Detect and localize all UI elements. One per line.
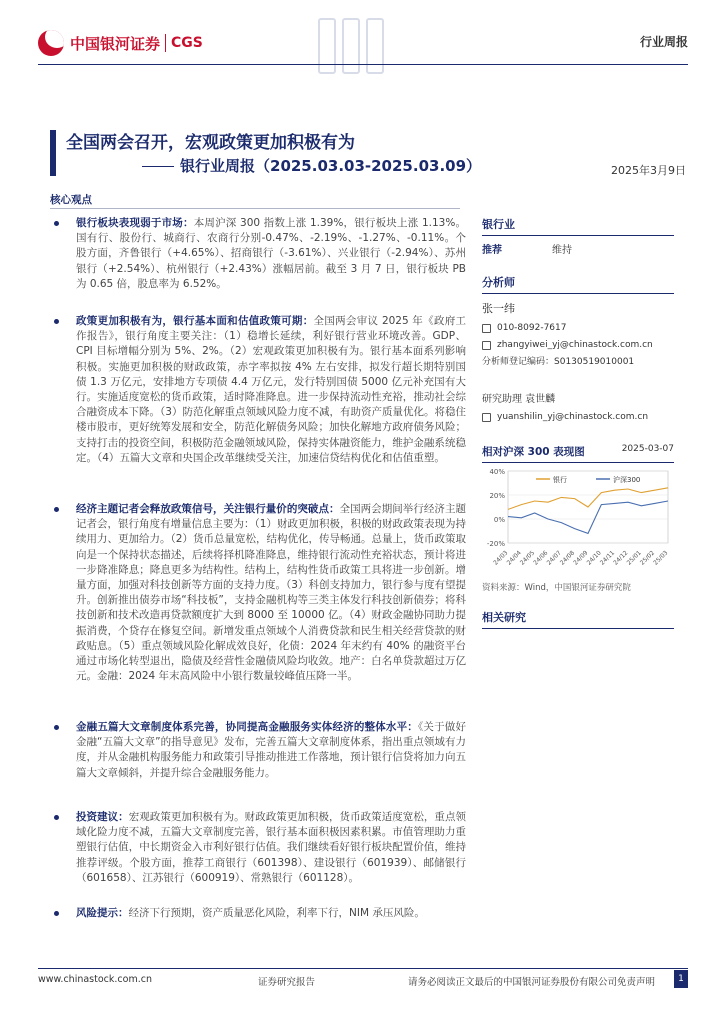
paragraph-body: 全国两会期间举行经济主题记者会，银行角度有增量信息主要为：（1）财政更加积极，积极的财政政策表现为持续用力、更加给力。（2）货币总量宽松，结构优化，传导畅通。总量上，货币政策取向是一个保持状态描述，后续将择机降准降息，维持银行流动性充裕状态，预计将进一步降准降息；降息更多为结构性。结构上，结构性货币政策工具将进一步创新。增量方面，加强对科技创新等方面的支持力度。（3）科创支持加力，银行参与度有望提升。创新推出债券市场“科技板”，支持金融机构等三类主体发行科技创新债券；将科技创新和技术改造再贷款额度扩大到 8000 至 10000 亿。（4）财政金融协同助力提振消费，个贷存在修复空间。新增发重点领域个人消费贷款和民生相关经营贷款的财政贴息。（5）重点领域风险化解成效良好，化债：2024 年末约有 40% 的融资平台通过市场化转型退出，隐债及经营性金融债风险均收敛。地产：白名单贷款超过万亿元。金融：2024 年末高风险中小银行数量较峰值压降一半。	[76, 503, 467, 683]
paragraph-heading: 政策更加积极有为，银行基本面和估值政策可期：	[76, 315, 314, 327]
paragraph-body: 本周沪深 300 指数上涨 1.39%，银行板块上涨 1.13%。国有行、股份行、城商行、农商行分别-0.47%、-2.19%、-1.27%、-0.11%。个股方面，齐鲁银行（+4.65%）、招商银行（-3.61%）、兴业银行（-2.94%）、苏州银行（+2.54%）、杭州银行（+2.43%）涨幅居前。截至 3 月 7 日，银行板块 PB 为 0.65 倍，股息率为 6.52%。	[76, 217, 466, 290]
paragraph-body: 宏观政策更加积极有为。财政政策更加积极，货币政策适度宽松，重点领域化险力度不减，五篇大文章制度完善，银行基本面积极因素积累。市值管理助力重塑银行估值，中长期资金入市利好银行估值。我们继续看好银行板块配置价值，维持推荐评级。个股方面，推荐工商银行（601398）、建设银行（601939）、邮储银行（601658）、江苏银行（600919）、常熟银行（601128）。	[76, 811, 467, 884]
footer-disclaimer: 请务必阅读正文最后的中国银河证券股份有限公司免责声明	[408, 977, 656, 988]
x-tick-label: 24/12	[612, 549, 630, 567]
email-icon	[482, 341, 491, 350]
assistant-name: 研究助理 袁世麟	[482, 394, 556, 405]
y-tick-label: 40%	[489, 468, 505, 476]
legend-label: 银行	[553, 476, 567, 484]
x-tick-label: 24/10	[585, 549, 603, 567]
industry-title: 银行业	[482, 216, 674, 236]
y-tick-label: 0%	[493, 516, 505, 524]
analyst-phone: 010-8092-7617	[482, 320, 674, 337]
assistant-email[interactable]: yuanshilin_yj@chinastock.com.cn	[482, 409, 674, 426]
x-tick-label: 24/03	[492, 549, 510, 567]
watermark-logo	[318, 18, 386, 76]
paragraph-finance	[50, 720, 466, 808]
analyst-title: 分析师	[482, 274, 674, 294]
rating-row	[482, 242, 674, 260]
paragraph-heading: 投资建议：	[76, 811, 129, 823]
bullet-icon	[54, 911, 59, 916]
analyst-name: 张一纬	[482, 302, 515, 315]
main-content	[50, 216, 466, 921]
paragraph-economy	[50, 502, 466, 714]
paragraph-heading: 金融五篇大文章制度体系完善，协同提高金融服务实体经济的整体水平：	[76, 721, 418, 733]
document-type: 行业周报	[639, 35, 688, 49]
chart-source: 资料来源：Wind，中国银河证券研究院	[482, 583, 631, 593]
bullet-icon	[54, 725, 59, 730]
title-accent-bar	[50, 130, 56, 176]
footer-type: 证券研究报告	[258, 977, 316, 988]
brand-logo	[38, 30, 203, 56]
x-tick-label: 24/11	[598, 549, 617, 567]
y-tick-label: 20%	[489, 492, 505, 500]
rating-key: 推荐	[482, 245, 502, 256]
y-tick-label: -20%	[486, 540, 505, 548]
paragraph-body: 《关于做好金融“五篇大文章”的指导意见》发布，完善五篇大文章制度体系，指出重点领域有力度，并从金融机构服务能力和政策引导推动推进工作落地，预计银行信贷将加力向五篇大文章倾斜，并提升综合金融服务能力。	[76, 721, 466, 779]
bullet-icon	[54, 221, 59, 226]
core-view-label: 核心观点	[50, 194, 92, 206]
report-subtitle	[142, 155, 481, 176]
chart-date: 2025-03-07	[621, 444, 674, 454]
phone-icon	[482, 324, 491, 333]
brand-en: CGS	[171, 35, 203, 51]
bullet-icon	[54, 815, 59, 820]
bullet-icon	[54, 319, 59, 324]
x-tick-label: 24/08	[558, 549, 577, 567]
paragraph-heading: 风险提示：	[76, 907, 129, 919]
report-title: 全国两会召开，宏观政策更加积极有为	[66, 133, 355, 153]
page-header	[0, 0, 724, 80]
x-tick-label: 25/01	[625, 549, 643, 567]
x-tick-label: 24/09	[572, 549, 590, 567]
x-tick-label: 24/06	[532, 549, 550, 567]
related-title: 相关研究	[482, 609, 674, 629]
subtitle-text: 银行业周报（2025.03.03-2025.03.09）	[180, 157, 482, 175]
analyst-cert: 分析师登记编码：S0130519010001	[482, 357, 635, 367]
email-icon	[482, 413, 491, 422]
x-tick-label: 25/02	[638, 549, 657, 567]
paragraph-heading: 银行板块表现弱于市场：	[76, 217, 194, 229]
x-tick-label: 25/03	[652, 549, 670, 567]
footer-site[interactable]: www.chinastock.com.cn	[38, 974, 152, 985]
paragraph-body: 全国两会审议 2025 年《政府工作报告》，银行角度主要关注：（1）稳增长延续，利好银行营业环境改善。GDP、CPI 目标增幅分别为 5%、2%。（2）宏观政策更加积极有为。银行基本面系列影响积极。实施更加积极的财政政策，赤字率拟按 4% 左右安排，拟发行超长期特别国债 1.3 万亿元，安排地方专项债 4.4 万亿元，发行特别国债 5000 亿元补充国有大行。实施适度宽松的货币政策，适时降准降息。进一步保持流动性充裕，推动社会综合融资成本下降。（3）防范化解重点领域风险力度不减，有助资产质量优化。将稳住楼市股市，更好统筹发展和安全，防范化解债务风险；加快化解地方政府债务风险；支持打击的投资空间，积极防范金融领域风险，保持实体融资能力，维护金融系统稳定。（4）五篇大文章和央国企改革继续受关注，加速信贷结构优化和估值重塑。	[76, 315, 466, 464]
analyst-email[interactable]: zhangyiwei_yj@chinastock.com.cn	[482, 337, 674, 354]
x-tick-label: 24/05	[518, 549, 537, 567]
legend-label: 沪深300	[613, 476, 641, 484]
bullet-icon	[54, 507, 59, 512]
series-line-0	[508, 488, 668, 510]
performance-chart	[482, 463, 674, 575]
paragraph-investment	[50, 810, 466, 902]
paragraph-risk	[50, 906, 466, 921]
paragraph-body: 经济下行预期，资产质量恶化风险，利率下行，NIM 承压风险。	[128, 907, 425, 919]
page-number: 1	[674, 970, 688, 988]
sidebar	[482, 216, 674, 635]
report-date: 2025年3月9日	[611, 164, 686, 177]
x-tick-label: 24/04	[505, 549, 523, 567]
paragraph-policy	[50, 314, 466, 496]
brand-name: 中国银河证券	[70, 34, 161, 53]
series-line-1	[508, 501, 668, 533]
rating-value: 维持	[552, 245, 572, 256]
paragraph-market	[50, 216, 466, 312]
paragraph-heading: 经济主题记者会释放政策信号，关注银行量价的突破点：	[76, 503, 340, 515]
logo-icon	[38, 30, 64, 56]
chart-header	[482, 444, 674, 463]
chart-title: 相对沪深 300 表现图	[482, 446, 585, 458]
x-tick-label: 24/07	[545, 549, 563, 567]
